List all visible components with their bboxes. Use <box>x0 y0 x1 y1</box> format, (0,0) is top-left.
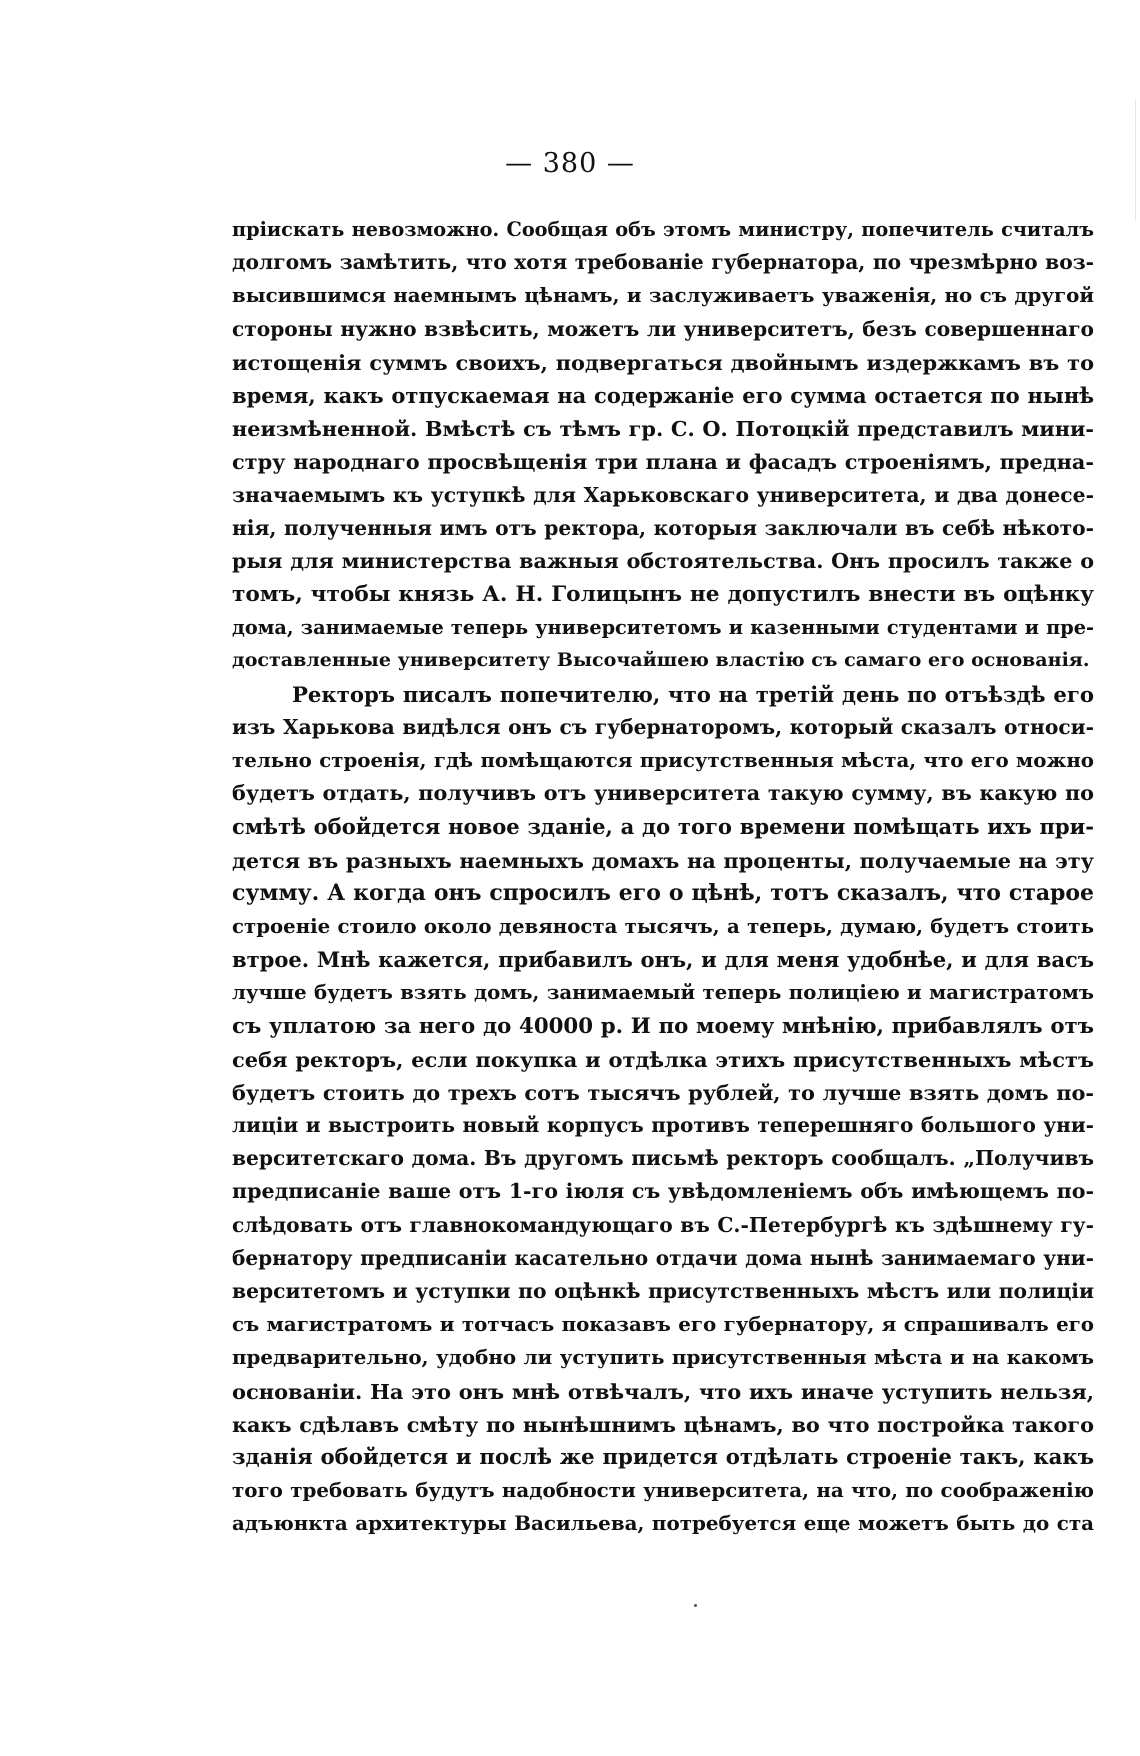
text-line: нія, полученныя имъ отъ ректора, которыя заключали въ себѣ нѣкото- <box>232 515 1094 540</box>
text-line: дома, занимаемые теперь университетомъ и казенными студентами и пре- <box>232 616 1094 640</box>
text-line: предписаніе ваше отъ 1-го іюля съ увѣдомленіемъ объ имѣющемъ по- <box>232 1179 1094 1204</box>
text-line: неизмѣненной. Вмѣстѣ съ тѣмъ гр. С. О. Потоцкій представилъ мини- <box>232 416 1094 442</box>
text-line: стру народнаго просвѣщенія три плана и фасадъ строеніямъ, предна- <box>232 449 1094 475</box>
text-line: будетъ стоить до трехъ сотъ тысячъ рублей, то лучше взять домъ по- <box>232 1079 1094 1105</box>
text-line: время, какъ отпускаемая на содержаніе его сумма остается по нынѣ <box>232 382 1094 408</box>
text-line: втрое. Мнѣ кажется, прибавилъ онъ, и для меня удобнѣе, и для васъ <box>232 947 1094 973</box>
text-line: адъюнкта архитектуры Васильева, потребуется еще можетъ быть до ста <box>232 1511 1094 1536</box>
text-line: съ уплатою за него до 40000 р. И по моему мнѣнію, прибавлялъ отъ <box>232 1013 1094 1039</box>
text-line: лиціи и выстроить новый корпусъ противъ теперешняго большого уни- <box>232 1113 1094 1138</box>
text-line: истощенія суммъ своихъ, подвергаться двойнымъ издержкамъ въ то <box>232 349 1094 375</box>
text-line: зданія обойдется и послѣ же придется отдѣлать строеніе такъ, какъ <box>232 1444 1094 1470</box>
text-line: слѣдовать отъ главнокомандующаго въ С.-Петербургѣ къ здѣшнему гу- <box>232 1212 1094 1237</box>
paragraph-start-line: Ректоръ писалъ попечителю, что на третій день по отъѣздѣ его <box>292 681 1094 707</box>
text-line: высившимся наемнымъ цѣнамъ, и заслуживаетъ уваженія, но съ другой <box>232 283 1094 308</box>
paragraph-end-line: доставленные университету Высочайшею властію съ самаго его основанія. <box>232 649 1090 672</box>
text-line: смѣтѣ обойдется новое зданіе, а до того времени помѣщать ихъ при- <box>232 814 1094 840</box>
page-number: — 380 — <box>505 148 635 179</box>
text-line: изъ Харькова видѣлся онъ съ губернаторомъ, который сказалъ относи- <box>232 714 1094 739</box>
text-line: рыя для министерства важныя обстоятельства. Онъ просилъ также о <box>232 548 1094 573</box>
text-line: предварительно, удобно ли уступить присутственныя мѣста и на какомъ <box>232 1345 1094 1370</box>
text-line: томъ, чтобы князь А. Н. Голицынъ не допустилъ внести въ оцѣнку <box>232 582 1094 608</box>
text-line: будетъ отдать, получивъ отъ университета такую сумму, въ какую по <box>232 781 1094 806</box>
ink-speck <box>694 1604 697 1607</box>
text-line: пріискать невозможно. Сообщая объ этомъ министру, попечитель считалъ <box>232 218 1094 241</box>
text-line: верситетомъ и уступки по оцѣнкѣ присутственныхъ мѣстъ или полиціи <box>232 1279 1094 1303</box>
text-line: сумму. А когда онъ спросилъ его о цѣнѣ, тотъ сказалъ, что старое <box>232 879 1094 906</box>
text-line: тельно строенія, гдѣ помѣщаются присутственныя мѣста, что его можно <box>232 748 1094 772</box>
text-line: верситетскаго дома. Въ другомъ письмѣ ректоръ сообщалъ. „Получивъ <box>232 1146 1094 1171</box>
text-line: какъ сдѣлавъ смѣту по нынѣшнимъ цѣнамъ, во что постройка такого <box>232 1411 1094 1437</box>
text-line: стороны нужно взвѣсить, можетъ ли университетъ, безъ совершеннаго <box>232 316 1094 341</box>
text-line: основаніи. На это онъ мнѣ отвѣчалъ, что ихъ иначе уступить нельзя, <box>232 1378 1094 1404</box>
text-line: съ магистратомъ и тотчасъ показавъ его губернатору, я спрашивалъ его <box>232 1312 1094 1337</box>
text-line: того требовать будутъ надобности университета, на что, по соображенію <box>232 1478 1094 1503</box>
text-line: строеніе стоило около девяноста тысячъ, а теперь, думаю, будетъ стоить <box>232 913 1094 938</box>
text-line: себя ректоръ, если покупка и отдѣлка этихъ присутственныхъ мѣстъ <box>232 1046 1094 1072</box>
body-text <box>232 213 1094 1541</box>
text-line: бернатору предписаніи касательно отдачи дома нынѣ занимаемаго уни- <box>232 1245 1094 1270</box>
text-line: значаемымъ къ уступкѣ для Харьковскаго университета, и два донесе- <box>232 482 1094 507</box>
text-line: дется въ разныхъ наемныхъ домахъ на проценты, получаемые на эту <box>232 847 1094 873</box>
text-line: долгомъ замѣтить, что хотя требованіе губернатора, по чрезмѣрно воз- <box>232 250 1094 275</box>
text-line: лучше будетъ взять домъ, занимаемый теперь полиціею и магистратомъ <box>232 980 1094 1005</box>
